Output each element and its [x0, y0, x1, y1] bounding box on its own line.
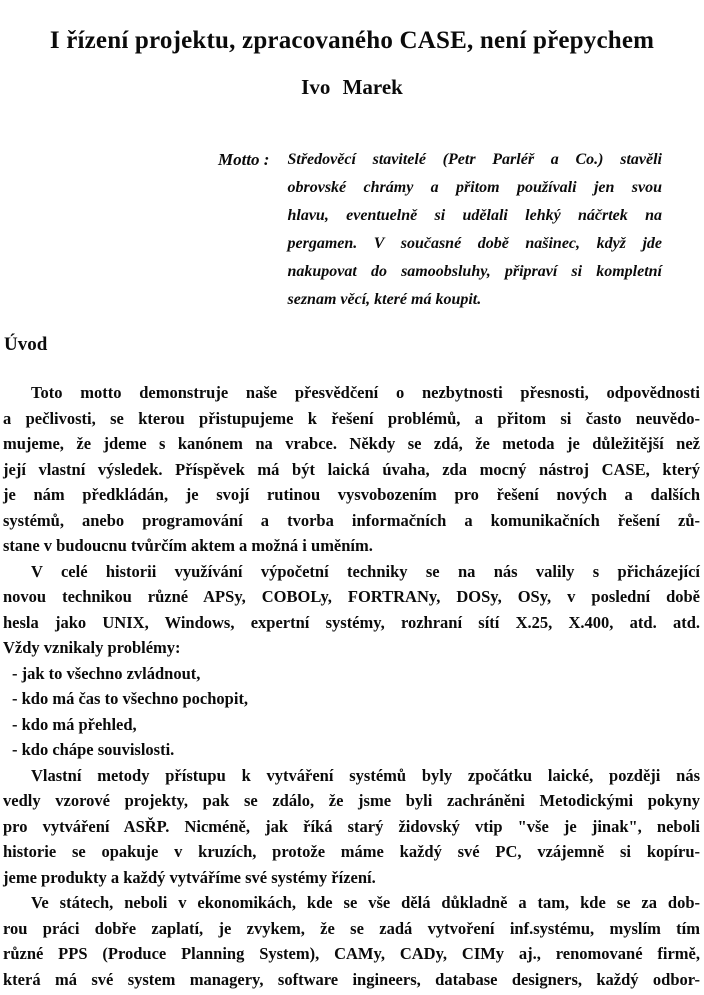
text-line: je nám předkládán, je svojí rutinou vysvobozením pro řešení nových a dalších: [3, 485, 700, 504]
paragraph-methods: [3, 763, 700, 891]
text-line: různé PPS (Produce Planning System), CAMy, CADy, CIMy aj., renomované firmě,: [3, 944, 700, 963]
text-line: novou technikou různé APSy, COBOLy, FORTRANy, DOSy, OSy, v poslední době: [3, 587, 700, 606]
text-line: pergamen. V současné době našinec, když jde: [287, 235, 662, 252]
text-line: - jak to všechno zvládnout,: [12, 663, 201, 683]
paragraph-intro: [3, 380, 700, 559]
text-line: Ve státech, neboli v ekonomikách, kde se vše dělá důkladně a tam, kde se za dob-: [31, 893, 700, 912]
text-line: její vlastní výsledek. Příspěvek má být laická úvaha, zda mocný nástroj CASE, který: [3, 459, 700, 479]
text-line: mujeme, že jdeme s kanónem na vrabce. Někdy se zdá, že metoda je důležitější než: [3, 434, 700, 453]
section-heading-uvod: Úvod: [4, 334, 48, 355]
text-line: Středověcí stavitelé (Petr Parléř a Co.) stavěli: [287, 151, 662, 168]
text-line: nakupovat do samoobsluhy, připraví si kompletní: [287, 263, 662, 280]
page-title: I řízení projektu, zpracovaného CASE, není přepychem: [49, 27, 655, 54]
text-line: která má své system managery, software ingineers, database designers, každý odbor-: [3, 969, 700, 989]
motto-block: [218, 146, 662, 314]
text-line: stane v budoucnu tvůrčím aktem a možná i uměním.: [3, 536, 373, 555]
text-line: Toto motto demonstruje naše přesvědčení o nezbytnosti přesnosti, odpovědnosti: [31, 383, 700, 402]
text-line: seznam věcí, které má koupit.: [287, 291, 482, 308]
motto-text: [287, 146, 662, 314]
text-line: - kdo má přehled,: [12, 714, 137, 734]
document-body: [3, 380, 700, 992]
motto-label: Motto :: [218, 150, 270, 169]
author-name: Ivo Marek: [301, 75, 403, 99]
text-line: hesla jako UNIX, Windows, expertní systémy, rozhraní sítí X.25, X.400, atd. atd.: [3, 612, 700, 632]
paragraph-states: [3, 890, 700, 992]
text-line: jeme produkty a každý vytváříme své systémy řízení.: [3, 867, 376, 887]
text-line: vedly vzorové projekty, pak se zdálo, že jsme byli zachráněni Metodickými pokyny: [3, 791, 700, 810]
text-line: pro vytváření ASŘP. Nicméně, jak říká starý židovský vtip "vše je jinak", neboli: [3, 816, 700, 836]
text-line: Vždy vznikaly problémy:: [3, 638, 181, 657]
text-line: - kdo má čas to všechno pochopit,: [12, 689, 249, 708]
text-line: - kdo chápe souvislosti.: [12, 740, 175, 759]
text-line: obrovské chrámy a přitom používali jen svou: [287, 179, 662, 196]
text-line: hlavu, eventuelně si udělali lehký náčrtek na: [287, 207, 662, 224]
text-line: a pečlivosti, se kterou přistupujeme k řešení problémů, a přitom si často neuvědo-: [3, 408, 700, 428]
text-line: historie se opakuje v kruzích, protože máme každý své PC, vzájemně si kopíru-: [3, 842, 700, 861]
text-line: Vlastní metody přístupu k vytváření systémů byly zpočátku laické, později nás: [31, 765, 700, 785]
text-line: systémů, anebo programování a tvorba informačních a komunikačních řešení zů-: [3, 510, 700, 530]
paragraph-history: [3, 559, 700, 661]
text-line: V celé historii využívání výpočetní techniky se na nás valily s přicházející: [31, 561, 700, 581]
text-line: rou práci dobře zaplatí, je zvykem, že se zadá vytvoření inf.systému, myslím tím: [3, 918, 700, 938]
problem-list: [3, 661, 700, 763]
